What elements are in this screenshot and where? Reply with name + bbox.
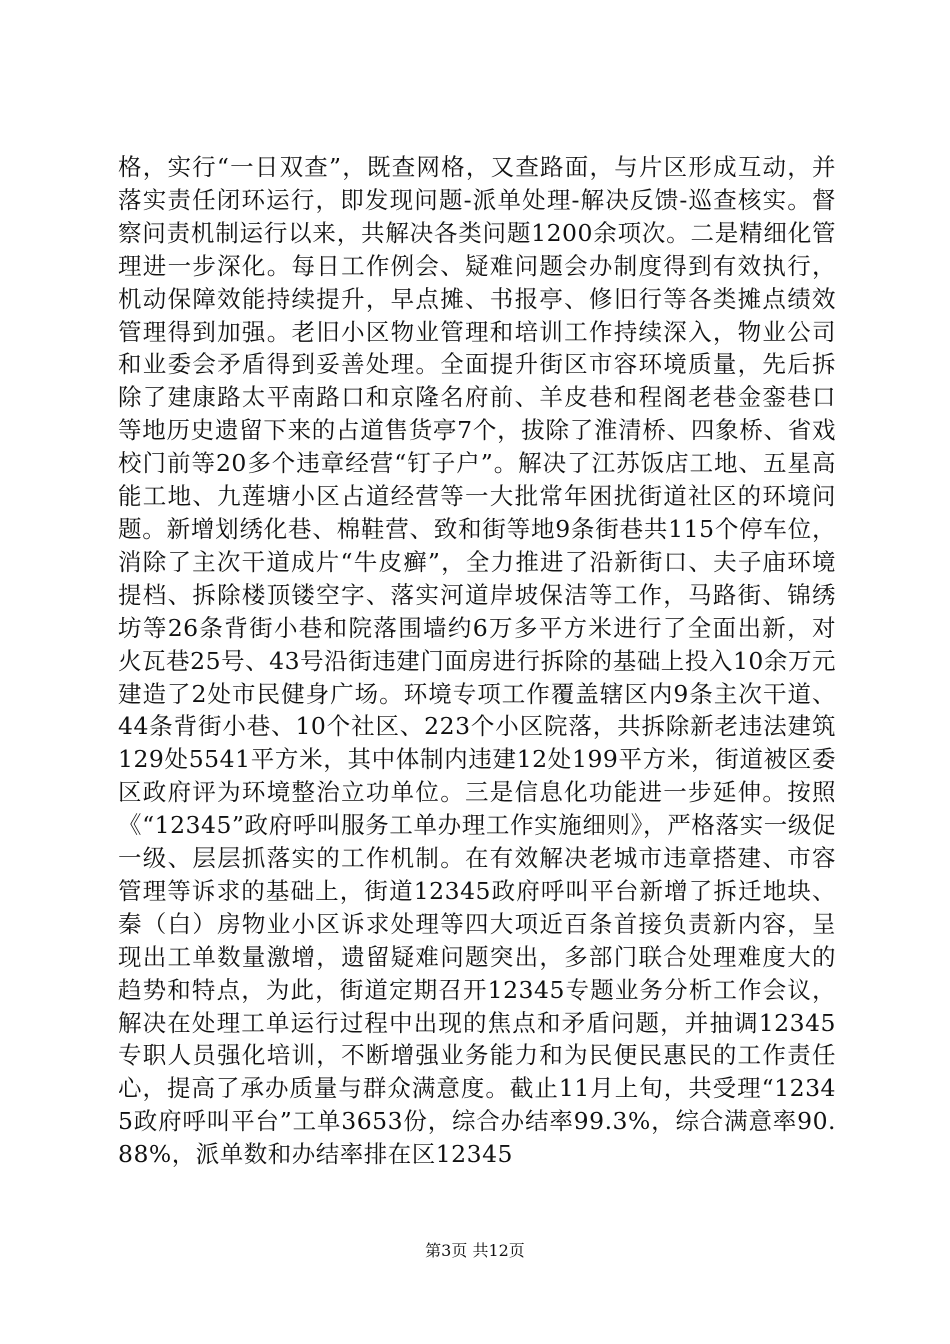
body-paragraph: 格，实行“一日双查”，既查网格，又查路面，与片区形成互动，并落实责任闭环运行，即发现问题-派单处理-解决反馈-巡查核实。督察问责机制运行以来，共解决各类问题1200余项次。二是精细化管理进一步深化。每日工作例会、疑难问题会办制度得到有效执行，机动保障效能持续提升，早点摊、书报亭、修旧行等各类摊点绩效管理得到加强。老旧小区物业管理和培训工作持续深入，物业公司和业委会矛盾得到妥善处理。全面提升街区市容环境质量，先后拆除了建康路太平南路口和京隆名府前、羊皮巷和程阁老巷金銮巷口等地历史遗留下来的占道售货亭7个，拔除了淮清桥、四象桥、省戏校门前等20多个违章经营“钉子户”。解决了江苏饭店工地、五星高能工地、九莲塘小区占道经营等一大批常年困扰街道社区的环境问题。新增划绣化巷、棉鞋营、致和街等地9条街巷共115个停车位，消除了主次干道成片“牛皮癣”，全力推进了沿新街口、夫子庙环境提档、拆除楼顶镂空字、落实河道岸坡保洁等工作，马路街、锦绣坊等26条背街小巷和院落围墙约6万多平方米进行了全面出新，对火瓦巷25号、43号沿街违建门面房进行拆除的基础上投入10余万元建造了2处市民健身广场。环境专项工作覆盖辖区内9条主次干道、44条背街小巷、10个社区、223个小区院落，共拆除新老违法建筑129处5541平方米，其中体制内违建12处199平方米，街道被区委区政府评为环境整治立功单位。三是信息化功能进一步延伸。按照《“12345”政府呼叫服务工单办理工作实施细则》，严格落实一级促一级、层层抓落实的工作机制。在有效解决老城市违章搭建、市容管理等诉求的基础上，街道12345政府呼叫平台新增了拆迁地块、秦（白）房物业小区诉求处理等四大项近百条首接负责新内容，呈现出工单数量激增，遗留疑难问题突出，多部门联合处理难度大的趋势和特点，为此，街道定期召开12345专题业务分析工作会议，解决在处理工单运行过程中出现的焦点和矛盾问题，并抽调12345专职人员强化培训，不断增强业务能力和为民便民惠民的工作责任心，提高了承办质量与群众满意度。截止11月上旬，共受理“12345政府呼叫平台”工单3653份，综合办结率99.3%，综合满意率90.88%，派单数和办结率排在区12345 bbox=[118, 153, 836, 1169]
page-number-footer: 第3页 共12页 bbox=[425, 1241, 525, 1260]
